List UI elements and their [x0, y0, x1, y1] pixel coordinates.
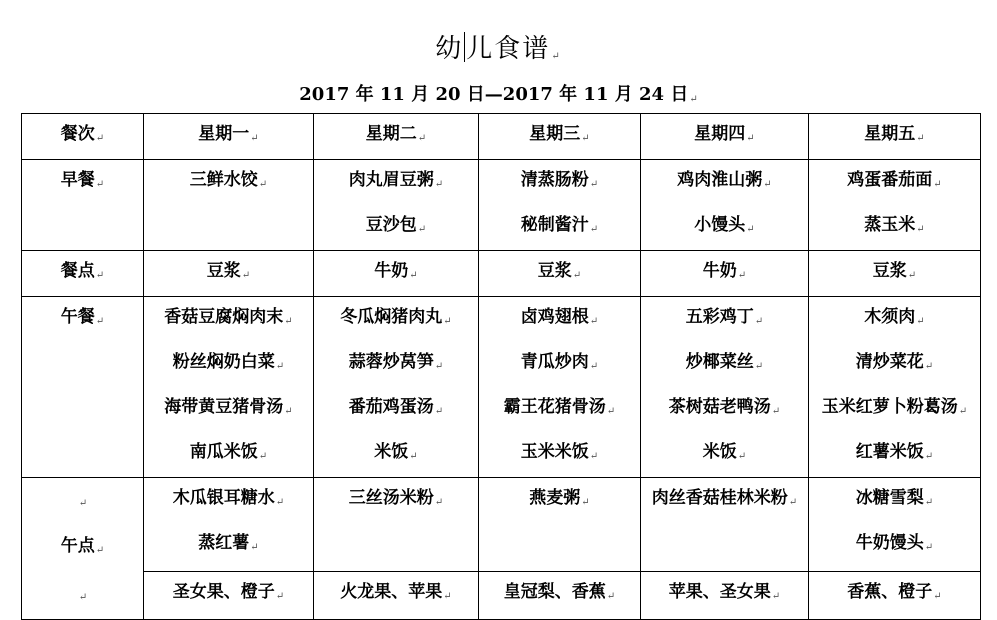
paragraph-mark-icon: ↵	[258, 179, 268, 190]
morning-snack-cell-thu	[641, 251, 809, 297]
fruit-cell-tue	[314, 572, 479, 620]
menu-item: 三丝汤米粉↵	[348, 488, 444, 508]
paragraph-mark-icon: ↵	[589, 316, 599, 327]
meal-label: 午餐↵	[60, 307, 105, 327]
menu-item: 南瓜米饭↵	[189, 442, 268, 462]
paragraph-mark-icon: ↵	[916, 316, 925, 327]
breakfast-cell-tue	[314, 160, 479, 251]
menu-item: 蒸红薯↵	[198, 533, 259, 553]
paragraph-mark-icon: ↵	[258, 451, 268, 462]
paragraph-mark-icon: ↵	[95, 545, 105, 556]
menu-item: 蒸玉米↵	[864, 215, 925, 235]
paragraph-mark-icon: ↵	[434, 406, 444, 417]
menu-item: 肉丸眉豆粥↵	[348, 170, 444, 190]
paragraph-mark-icon: ↵	[771, 406, 781, 417]
fruit-cell-thu	[641, 572, 809, 620]
menu-item: 燕麦粥↵	[529, 488, 590, 508]
paragraph-mark-icon: ↵	[275, 591, 285, 603]
paragraph-mark-icon: ↵	[907, 270, 917, 281]
menu-item: 冰糖雪梨↵	[855, 488, 934, 508]
paragraph-mark-icon: ↵	[689, 94, 698, 105]
header-label: 星期三↵	[529, 124, 590, 144]
fruit-item: 圣女果、橙子↵	[172, 582, 285, 603]
afternoon-snack-cell-mon	[144, 478, 314, 572]
menu-item: 玉米红萝卜粉葛汤↵	[821, 397, 968, 417]
lunch-cell-fri	[809, 297, 981, 478]
header-row	[22, 114, 981, 160]
lunch-row	[22, 297, 981, 478]
menu-table	[21, 113, 981, 620]
paragraph-mark-icon: ↵	[924, 542, 934, 553]
breakfast-row	[22, 160, 981, 251]
menu-item: 炒椰菜丝↵	[685, 352, 764, 372]
paragraph-mark-icon: ↵	[275, 361, 285, 372]
fruit-item: 香蕉、橙子↵	[847, 582, 942, 603]
menu-item: 牛奶↵	[374, 261, 418, 281]
paragraph-mark-icon: ↵	[924, 497, 934, 508]
paragraph-mark-icon: ↵	[933, 591, 942, 603]
date-range-text: 2017 年 11 月 20 日—2017 年 11 月 24 日	[299, 84, 689, 105]
breakfast-cell-mon	[144, 160, 314, 251]
paragraph-mark-icon: ↵	[275, 497, 285, 508]
menu-item: 豆浆↵	[872, 261, 917, 281]
paragraph-mark-icon: ↵	[443, 591, 452, 603]
menu-item: 霸王花猪骨汤↵	[503, 397, 616, 417]
lunch-cell-mon	[144, 297, 314, 478]
paragraph-mark-icon: ↵	[754, 316, 764, 327]
menu-item: 牛奶↵	[702, 261, 747, 281]
morning-snack-cell-fri	[809, 251, 981, 297]
paragraph-mark-icon: ↵	[78, 498, 88, 509]
afternoon-snack-cell-tue	[314, 478, 479, 572]
menu-item: 茶树菇老鸭汤↵	[668, 397, 781, 417]
menu-item: 卤鸡翅根↵	[520, 307, 599, 327]
paragraph-mark-icon: ↵	[916, 133, 925, 144]
fruit-item: 皇冠梨、香蕉↵	[503, 582, 616, 603]
paragraph-mark-icon: ↵	[409, 451, 418, 462]
breakfast-label-cell	[22, 160, 144, 251]
menu-item: 海带黄豆猪骨汤↵	[164, 397, 293, 417]
afternoon-snack-cell-fri	[809, 478, 981, 572]
title-text-part1: 幼	[435, 34, 464, 64]
menu-item: 鸡肉淮山粥↵	[677, 170, 772, 190]
menu-item: 肉丝香菇桂林米粉↵	[651, 488, 798, 508]
fruit-row	[22, 572, 981, 620]
paragraph-mark-icon: ↵	[95, 133, 105, 144]
header-cell-fri	[809, 114, 981, 160]
paragraph-mark-icon: ↵	[434, 179, 444, 190]
paragraph-mark-icon: ↵	[443, 316, 452, 327]
paragraph-mark-icon: ↵	[551, 51, 562, 62]
breakfast-cell-fri	[809, 160, 981, 251]
menu-item: 豆浆↵	[206, 261, 251, 281]
paragraph-mark-icon: ↵	[924, 451, 934, 462]
morning-snack-cell-tue	[314, 251, 479, 297]
paragraph-mark-icon: ↵	[771, 591, 781, 603]
paragraph-mark-icon: ↵	[916, 224, 925, 235]
morning-snack-label-cell	[22, 251, 144, 297]
paragraph-mark-icon: ↵	[933, 179, 942, 190]
meal-label: 早餐↵	[60, 170, 105, 190]
paragraph-mark-icon: ↵	[417, 224, 427, 235]
header-cell-meal	[22, 114, 144, 160]
paragraph-mark-icon: ↵	[606, 591, 616, 603]
paragraph-mark-icon: ↵	[434, 497, 444, 508]
menu-item: 豆沙包↵	[365, 215, 427, 235]
lunch-label-cell	[22, 297, 144, 478]
page-title	[0, 28, 997, 65]
menu-item: 红薯米饭↵	[855, 442, 934, 462]
menu-item: 豆浆↵	[537, 261, 582, 281]
empty-paragraph	[22, 478, 143, 525]
afternoon-snack-row	[22, 478, 981, 572]
paragraph-mark-icon: ↵	[241, 270, 251, 281]
menu-item: 鸡蛋番茄面↵	[847, 170, 942, 190]
paragraph-mark-icon: ↵	[284, 316, 293, 327]
morning-snack-cell-mon	[144, 251, 314, 297]
menu-item: 蒜蓉炒莴笋↵	[348, 352, 444, 372]
header-label: 餐次↵	[60, 124, 105, 144]
menu-item: 清蒸肠粉↵	[520, 170, 599, 190]
paragraph-mark-icon: ↵	[746, 133, 755, 144]
menu-item: 米饭↵	[702, 442, 747, 462]
header-cell-wed	[479, 114, 641, 160]
fruit-item: 苹果、圣女果↵	[668, 582, 781, 603]
meal-label: 餐点↵	[60, 261, 105, 281]
lunch-cell-wed	[479, 297, 641, 478]
header-cell-tue	[314, 114, 479, 160]
paragraph-mark-icon: ↵	[250, 133, 259, 144]
paragraph-mark-icon: ↵	[284, 406, 293, 417]
afternoon-snack-label-cell	[22, 478, 144, 620]
date-range	[0, 80, 997, 106]
menu-item: 三鲜水饺↵	[189, 170, 268, 190]
paragraph-mark-icon: ↵	[95, 179, 105, 190]
morning-snack-cell-wed	[479, 251, 641, 297]
header-label: 星期四↵	[694, 124, 755, 144]
morning-snack-row	[22, 251, 981, 297]
menu-item: 粉丝焖奶白菜↵	[172, 352, 285, 372]
paragraph-mark-icon: ↵	[958, 406, 968, 417]
menu-item: 米饭↵	[374, 442, 418, 462]
fruit-item: 火龙果、苹果↵	[340, 582, 452, 603]
paragraph-mark-icon: ↵	[589, 179, 599, 190]
header-cell-thu	[641, 114, 809, 160]
menu-item: 木瓜银耳糖水↵	[172, 488, 285, 508]
title-text-part2: 儿食谱	[466, 34, 551, 64]
menu-item: 秘制酱汁↵	[520, 215, 599, 235]
paragraph-mark-icon: ↵	[434, 361, 444, 372]
paragraph-mark-icon: ↵	[754, 361, 764, 372]
meal-label: 午点↵	[60, 536, 105, 556]
afternoon-snack-cell-wed	[479, 478, 641, 572]
paragraph-mark-icon: ↵	[924, 361, 934, 372]
menu-item: 玉米米饭↵	[520, 442, 599, 462]
paragraph-mark-icon: ↵	[589, 361, 599, 372]
fruit-cell-mon	[144, 572, 314, 620]
header-label: 星期五↵	[864, 124, 925, 144]
paragraph-mark-icon: ↵	[606, 406, 616, 417]
paragraph-mark-icon: ↵	[737, 451, 747, 462]
afternoon-snack-cell-thu	[641, 478, 809, 572]
paragraph-mark-icon: ↵	[572, 270, 582, 281]
breakfast-cell-thu	[641, 160, 809, 251]
paragraph-mark-icon: ↵	[788, 497, 798, 508]
paragraph-mark-icon: ↵	[746, 224, 755, 235]
paragraph-mark-icon: ↵	[589, 451, 599, 462]
paragraph-mark-icon: ↵	[589, 224, 599, 235]
menu-item: 清炒菜花↵	[855, 352, 934, 372]
menu-item: 番茄鸡蛋汤↵	[348, 397, 444, 417]
paragraph-mark-icon: ↵	[581, 133, 590, 144]
paragraph-mark-icon: ↵	[95, 316, 105, 327]
paragraph-mark-icon: ↵	[78, 592, 88, 603]
menu-item: 青瓜炒肉↵	[520, 352, 599, 372]
fruit-cell-wed	[479, 572, 641, 620]
header-cell-mon	[144, 114, 314, 160]
menu-item: 木须肉↵	[864, 307, 925, 327]
breakfast-cell-wed	[479, 160, 641, 251]
lunch-cell-tue	[314, 297, 479, 478]
paragraph-mark-icon: ↵	[763, 179, 772, 190]
header-label: 星期二↵	[365, 124, 427, 144]
lunch-cell-thu	[641, 297, 809, 478]
paragraph-mark-icon: ↵	[95, 270, 105, 281]
fruit-cell-fri	[809, 572, 981, 620]
menu-item: 香菇豆腐焖肉末↵	[164, 307, 293, 327]
paragraph-mark-icon: ↵	[417, 133, 427, 144]
menu-item: 小馒头↵	[694, 215, 755, 235]
paragraph-mark-icon: ↵	[581, 497, 590, 508]
paragraph-mark-icon: ↵	[737, 270, 747, 281]
empty-paragraph	[22, 572, 143, 619]
menu-item: 五彩鸡丁↵	[685, 307, 764, 327]
paragraph-mark-icon: ↵	[250, 542, 259, 553]
header-label: 星期一↵	[198, 124, 259, 144]
paragraph-mark-icon: ↵	[409, 270, 418, 281]
menu-item: 冬瓜焖猪肉丸↵	[340, 307, 452, 327]
menu-item: 牛奶馒头↵	[855, 533, 934, 553]
